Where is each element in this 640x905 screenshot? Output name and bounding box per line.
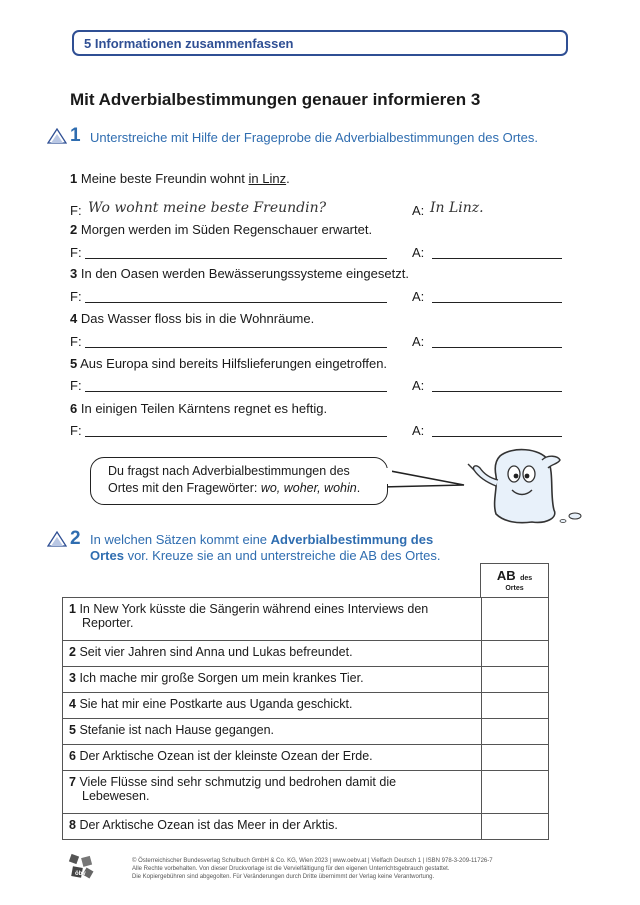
- table-column-header: AB des Ortes: [480, 563, 549, 598]
- checkbox-cell[interactable]: [482, 771, 549, 814]
- svg-text:öbv: öbv: [75, 871, 86, 877]
- list-item: 3 In den Oasen werden Bewässerungssysteme eingesetzt.: [70, 266, 409, 281]
- question-answer-line[interactable]: [85, 436, 387, 437]
- list-item: 5 Aus Europa sind bereits Hilfslieferungen eingetroffen.: [70, 356, 388, 371]
- f-label: F:: [70, 334, 82, 349]
- list-item: 4 Das Wasser floss bis in die Wohnräume.: [70, 311, 315, 326]
- bubble-tail-cover: [386, 468, 392, 484]
- task-instruction: Unterstreiche mit Hilfe der Frageprobe die Adverbialbestimmungen des Ortes.: [90, 130, 538, 145]
- table-row: 8 Der Arktische Ozean ist das Meer in der Arktis.: [63, 814, 549, 840]
- publisher-logo-icon: [66, 853, 98, 883]
- task-number: 2: [70, 528, 81, 549]
- question-answer-line[interactable]: [85, 347, 387, 348]
- f-label: F:: [70, 203, 82, 218]
- answer-line[interactable]: [432, 436, 562, 437]
- table-row: 1 In New York küsste die Sängerin während eines Interviews den Reporter.: [63, 598, 549, 641]
- table-row: 4 Sie hat mir eine Postkarte aus Uganda geschickt.: [63, 693, 549, 719]
- example-question: Wo wohnt meine beste Freundin?: [88, 200, 327, 216]
- table-row: 2 Seit vier Jahren sind Anna und Lukas befreundet.: [63, 641, 549, 667]
- difficulty-triangle-icon: [47, 128, 67, 144]
- example-sentence: 1 Meine beste Freundin wohnt in Linz.: [70, 171, 290, 186]
- table-row: 3 Ich mache mir große Sorgen um mein krankes Tier.: [63, 667, 549, 693]
- checkbox-cell[interactable]: [482, 693, 549, 719]
- a-label: A:: [412, 203, 425, 218]
- a-label: A:: [412, 423, 425, 438]
- table-row: 6 Der Arktische Ozean ist der kleinste Ozean der Erde.: [63, 745, 549, 771]
- page-title: Mit Adverbialbestimmungen genauer informieren 3: [70, 90, 481, 109]
- task-instruction: In welchen Sätzen kommt eine Adverbialbestimmung des Ortes vor. Kreuze sie an und unterstreiche die AB des Ortes.: [90, 532, 441, 563]
- f-label: F:: [70, 423, 82, 438]
- question-answer-line[interactable]: [85, 302, 387, 303]
- f-label: F:: [70, 245, 82, 260]
- answer-line[interactable]: [432, 302, 562, 303]
- answer-line[interactable]: [432, 391, 562, 392]
- answer-line[interactable]: [432, 347, 562, 348]
- chapter-header: [72, 30, 568, 56]
- bubble-tail-icon: [380, 465, 470, 493]
- list-item: 6 In einigen Teilen Kärntens regnet es heftig.: [70, 401, 328, 416]
- exercise-table: [62, 597, 549, 840]
- list-item: 2 Morgen werden im Süden Regenschauer erwartet.: [70, 222, 373, 237]
- a-label: A:: [412, 334, 425, 349]
- task-number: 1: [70, 125, 81, 146]
- checkbox-cell[interactable]: [482, 598, 549, 641]
- checkbox-cell[interactable]: [482, 814, 549, 840]
- checkbox-cell[interactable]: [482, 641, 549, 667]
- checkbox-cell[interactable]: [482, 719, 549, 745]
- bubble-text: Du fragst nach Adverbialbestimmungen des Ortes mit den Fragewörter: wo, woher, wohin.: [108, 464, 361, 495]
- chapter-title: 5 Informationen zusammenfassen: [84, 36, 294, 51]
- example-answer: In Linz.: [430, 200, 484, 216]
- question-answer-line[interactable]: [85, 391, 387, 392]
- a-label: A:: [412, 245, 425, 260]
- table-row: 7 Viele Flüsse sind sehr schmutzig und bedrohen damit die Lebewesen.: [63, 771, 549, 814]
- a-label: A:: [412, 378, 425, 393]
- answer-line[interactable]: [432, 258, 562, 259]
- checkbox-cell[interactable]: [482, 745, 549, 771]
- f-label: F:: [70, 378, 82, 393]
- a-label: A:: [412, 289, 425, 304]
- checkbox-cell[interactable]: [482, 667, 549, 693]
- footer-copyright: © Österreichischer Bundesverlag Schulbuch GmbH & Co. KG, Wien 2023 | www.oebv.at | Vielfach Deutsch 1 | ISBN 978-3-209-11726-7 Alle Rechte vorbehalten. Von dieser Druckvorlage ist die Vervielfältigung für den eigenen Unterrichtsgebrauch gestattet. Die Kopiergebühren sind abgegolten. Für Veränderungen durch Dritte übernimmt der Verlag keine Verantwortung.: [132, 858, 493, 880]
- ghost-mascot-icon: [462, 446, 592, 528]
- question-answer-line[interactable]: [85, 258, 387, 259]
- difficulty-triangle-icon: [47, 531, 67, 547]
- table-row: 5 Stefanie ist nach Hause gegangen.: [63, 719, 549, 745]
- f-label: F:: [70, 289, 82, 304]
